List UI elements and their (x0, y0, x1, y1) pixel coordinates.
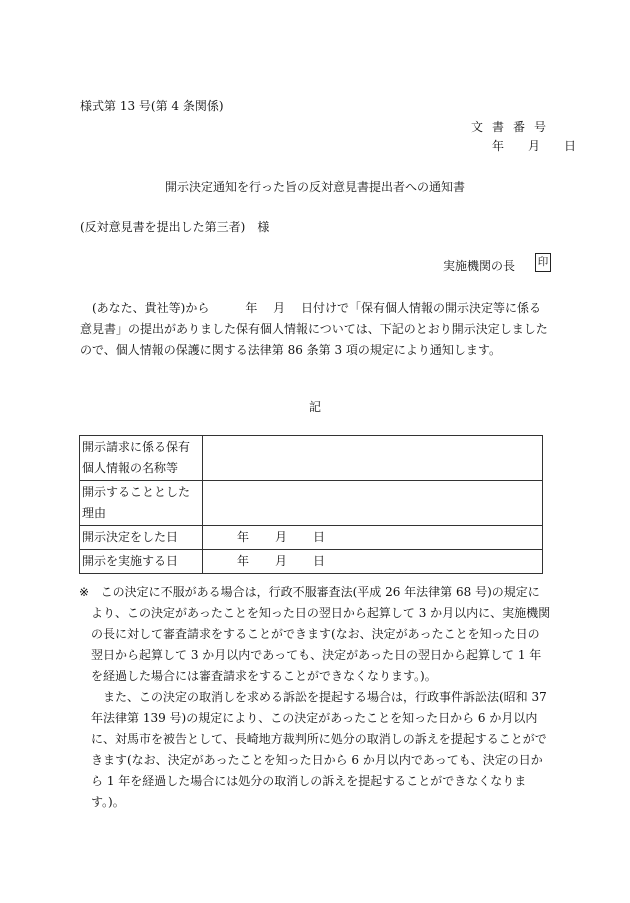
row-label: 開示することとした理由 (80, 481, 203, 526)
note-section (79, 582, 551, 813)
form-number: 様式第 13 号(第 4 条関係) (80, 99, 224, 113)
note-paragraph-appeal: この決定に不服がある場合は，行政不服審査法(平成 26 年法律第 68 号)の規定により、この決定があったことを知った日の翌日から起算して 3 か月以内に、実施機関の長に対して審査請求をすることができます(なお、決定があったことを知った日の翌日から起算して 3 か月以内であっても、決定があった日の翌日から起算して 1 年を経過した場合には審査請求をすることができなくなります。)。 (91, 585, 551, 683)
date-month: 月 (275, 530, 288, 544)
date-day: 日 (564, 139, 579, 153)
date-month: 月 (528, 139, 543, 153)
row-label: 開示請求に係る保有個人情報の名称等 (80, 436, 203, 481)
seal-stamp: 印 (535, 253, 551, 272)
table-row (80, 526, 543, 550)
addressee: (反対意見書を提出した第三者) 様 (80, 220, 270, 234)
document-title: 開示決定通知を行った旨の反対意見書提出者への通知書 (164, 180, 465, 194)
decision-table (79, 435, 543, 574)
body-paragraph: (あなた、貴社等)から 年 月 日付けで「保有個人情報の開示決定等に係る意見書」の提出がありました保有個人情報については、下記のとおり開示決定しましたので、個人情報の保護に関する法律第 86 条第 3 項の規定により通知します。 (80, 301, 548, 357)
document-date (492, 137, 578, 154)
table-row (80, 436, 543, 481)
date-year: 年 (492, 139, 507, 153)
row-value (203, 436, 543, 481)
row-label: 開示決定をした日 (80, 526, 203, 550)
ki-heading: 記 (308, 400, 321, 414)
decision-date-cell (203, 526, 543, 550)
body-text (80, 298, 550, 361)
row-label: 開示を実施する日 (80, 550, 203, 574)
implementation-date-cell (203, 550, 543, 574)
date-day: 日 (313, 554, 326, 568)
table-row (80, 481, 543, 526)
note-mark: ※ (79, 585, 90, 599)
date-month: 月 (275, 554, 288, 568)
note-paragraph-lawsuit: また、この決定の取消しを求める訴訟を提起する場合は，行政事件訴訟法(昭和 37 年法律第 139 号)の規定により、この決定があったことを知った日から 6 か月以内に、対馬市を被告として、長崎地方裁判所に処分の取消しの訴えを提起することができます(なお、決定があったことを知った日から 6 か月以内であっても、決定の日から 1 年を経過した場合には処分の取消しの訴えを提起することができなくなります。)。 (91, 690, 547, 809)
date-year: 年 (237, 530, 250, 544)
date-year: 年 (237, 554, 250, 568)
row-value (203, 481, 543, 526)
document-number-label: 文書番号 (471, 120, 556, 134)
table-row (80, 550, 543, 574)
date-day: 日 (313, 530, 326, 544)
sender-label: 実施機関の長 (443, 259, 516, 273)
